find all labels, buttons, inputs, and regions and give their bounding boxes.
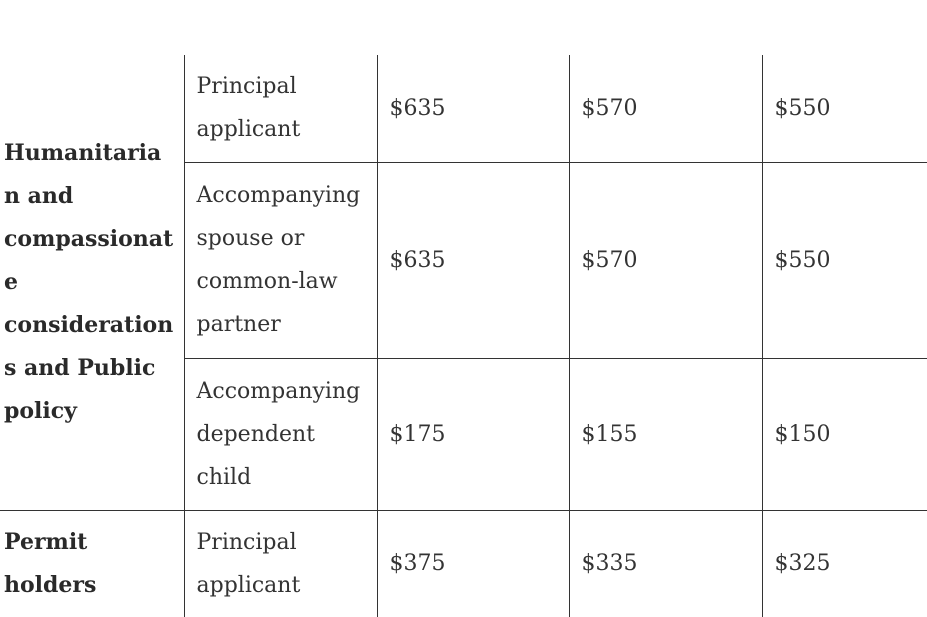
fee-cell: $550	[762, 162, 927, 358]
applicant-type-cell: Principal applicant	[184, 55, 377, 162]
table-row	[0, 55, 927, 162]
fee-cell: $570	[569, 55, 762, 162]
category-cell-permit-holders: Permit holders	[4, 528, 97, 598]
fee-cell: $155	[569, 358, 762, 510]
fee-table	[0, 55, 927, 617]
fee-cell: $375	[377, 510, 569, 617]
fee-cell: $550	[762, 55, 927, 162]
fee-cell: $570	[569, 162, 762, 358]
fee-cell: $325	[762, 510, 927, 617]
table-row	[0, 510, 927, 617]
applicant-type-cell: Accompanying spouse or common-law partner	[184, 162, 377, 358]
fee-cell: $335	[569, 510, 762, 617]
fee-cell: $150	[762, 358, 927, 510]
fee-cell: $175	[377, 358, 569, 510]
applicant-type-cell: Principal applicant	[184, 510, 377, 617]
applicant-type-cell: Accompanying dependent child	[184, 358, 377, 510]
fee-cell: $635	[377, 55, 569, 162]
category-cell-humanitarian: Humanitarian and compassionate considerations and Public policy	[0, 55, 184, 510]
fee-cell: $635	[377, 162, 569, 358]
